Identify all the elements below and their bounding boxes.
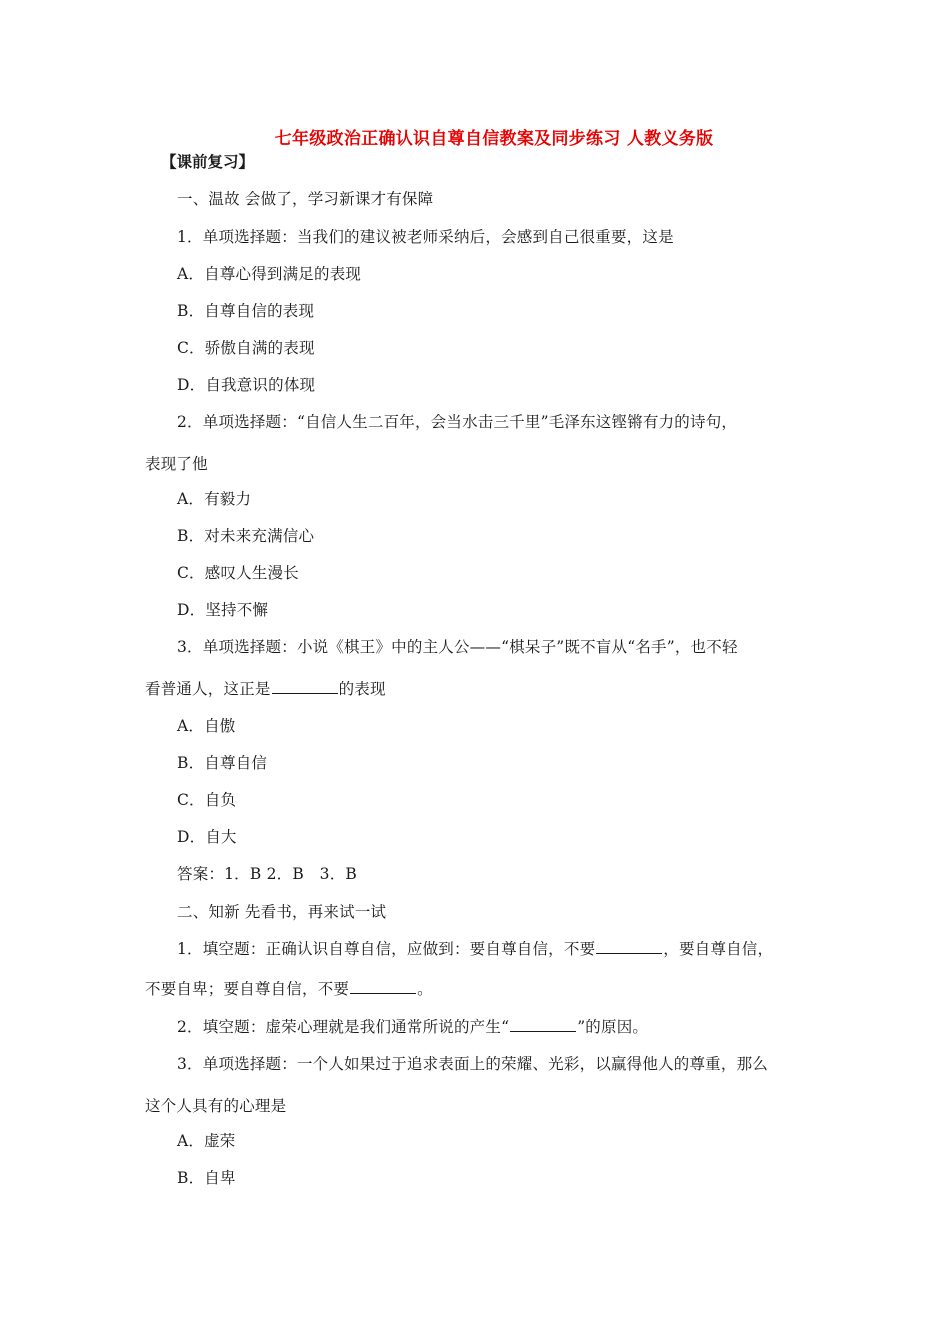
p2-q2-post: ”的原因。 xyxy=(577,1018,649,1036)
p2-q1-line1-post: ，要自尊自信， xyxy=(663,940,774,958)
q2-stem-line2: 表现了他 xyxy=(145,455,208,473)
answer-blank xyxy=(510,1017,576,1032)
p2-q2-pre: 2．填空题：虚荣心理就是我们通常所说的产生“ xyxy=(177,1018,510,1036)
answer-blank xyxy=(272,679,338,694)
q3-option-d: D．自大 xyxy=(177,828,237,846)
p2-q1-line2-pre: 不要自卑；要自尊自信，不要 xyxy=(145,980,350,998)
p2-q3-option-b: B．自卑 xyxy=(177,1169,236,1187)
p2-q2 xyxy=(177,1015,648,1037)
q1-option-d: D．自我意识的体现 xyxy=(177,376,316,394)
q3-option-c: C．自负 xyxy=(177,791,237,809)
q2-option-b: B．对未来充满信心 xyxy=(177,527,315,545)
q3-stem-line2 xyxy=(145,677,386,699)
q2-option-d: D．坚持不懈 xyxy=(177,601,269,619)
q2-option-c: C．感叹人生漫长 xyxy=(177,564,299,582)
answer-key: 答案：1．B 2．B 3．B xyxy=(177,865,357,883)
q1-option-a: A．自尊心得到满足的表现 xyxy=(177,265,362,283)
p2-q1-line2 xyxy=(145,977,433,999)
p2-q1-line1 xyxy=(177,937,773,959)
part2-heading: 二、知新 先看书，再来试一试 xyxy=(177,903,387,921)
q3-option-b: B．自尊自信 xyxy=(177,754,268,772)
q2-stem-line1: 2．单项选择题：“自信人生二百年，会当水击三千里”毛泽东这铿锵有力的诗句， xyxy=(177,413,738,431)
p2-q3-stem-line2: 这个人具有的心理是 xyxy=(145,1097,287,1115)
q1-stem: 1．单项选择题：当我们的建议被老师采纳后，会感到自己很重要，这是 xyxy=(177,228,674,246)
q1-option-c: C．骄傲自满的表现 xyxy=(177,339,315,357)
p2-q1-line1-pre: 1．填空题：正确认识自尊自信，应做到：要自尊自信，不要 xyxy=(177,940,596,958)
answer-blank xyxy=(596,939,662,954)
q3-option-a: A．自傲 xyxy=(177,717,236,735)
q3-stem-post: 的表现 xyxy=(338,680,386,698)
document-title: 七年级政治正确认识自尊自信教案及同步练习 人教义务版 xyxy=(274,129,714,149)
q2-option-a: A．有毅力 xyxy=(177,490,252,508)
section-header: 【课前复习】 xyxy=(161,152,255,171)
p2-q3-stem-line1: 3．单项选择题：一个人如果过于追求表面上的荣耀、光彩，以赢得他人的尊重，那么 xyxy=(177,1055,768,1073)
p2-q3-option-a: A．虚荣 xyxy=(177,1132,236,1150)
part1-heading: 一、温故 会做了，学习新课才有保障 xyxy=(177,190,434,208)
answer-blank xyxy=(350,979,416,994)
q3-stem-pre: 看普通人，这正是 xyxy=(145,680,271,698)
q1-option-b: B．自尊自信的表现 xyxy=(177,302,315,320)
q3-stem-line1: 3．单项选择题：小说《棋王》中的主人公——“棋呆子”既不盲从“名手”，也不轻 xyxy=(177,638,738,656)
p2-q1-line2-post: 。 xyxy=(417,980,433,998)
